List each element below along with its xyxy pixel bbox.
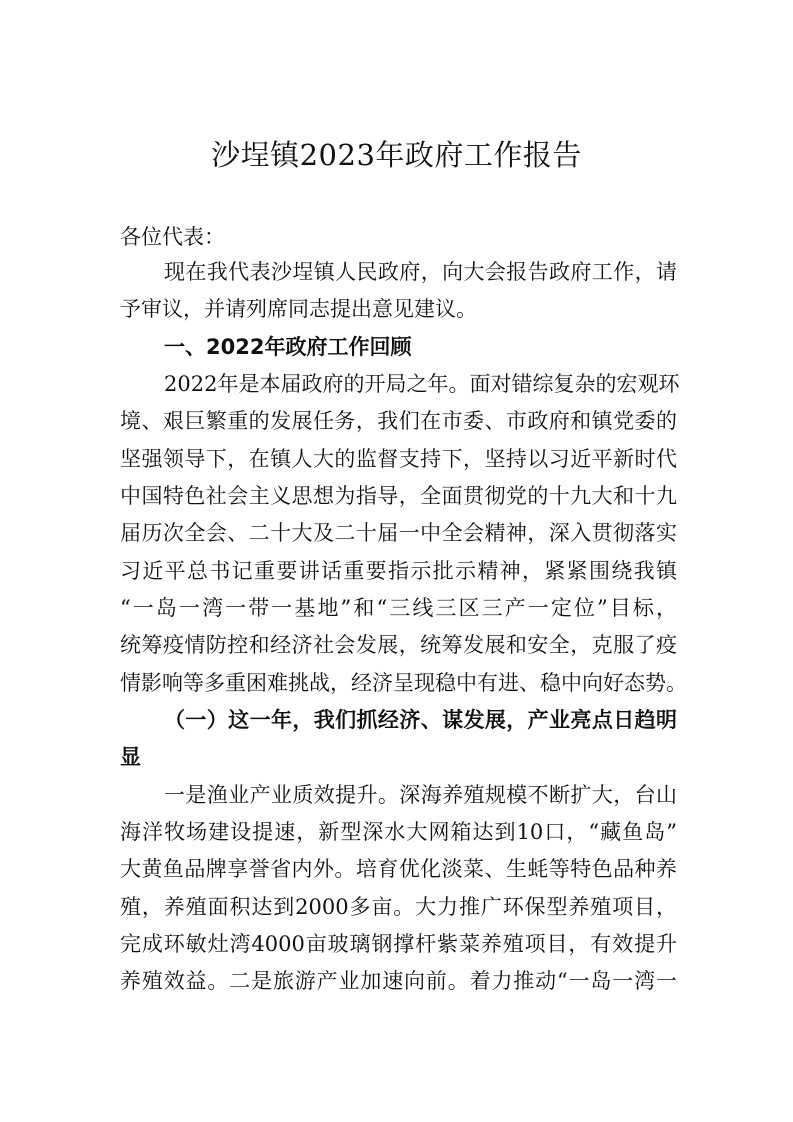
text-line: 2022年是本届政府的开局之年。面对错综复杂的宏观环: [164, 372, 680, 396]
text-line: 中国特色社会主义思想为指导，全面贯彻党的十九大和十九: [120, 484, 677, 508]
text-line: 予审议，并请列席同志提出意见建议。: [120, 297, 477, 321]
text-line: 各位代表：: [120, 225, 225, 249]
text-line: 情影响等多重困难挑战，经济呈现稳中有进、稳中向好态势。: [120, 671, 687, 695]
text-line: 一是渔业产业质效提升。深海养殖规模不断扩大，台山: [164, 783, 677, 807]
text-line: “一岛一湾一带一基地”和“三线三区三产一定位”目标，: [120, 596, 677, 620]
section-heading: 一、2022年政府工作回顾: [164, 335, 412, 359]
text-line: 养殖效益。二是旅游产业加速向前。着力推动“一岛一湾一: [120, 969, 677, 993]
text-line: 届历次全会、二十大及二十届一中全会精神，深入贯彻落实: [120, 521, 677, 545]
text-line: 统筹疫情防控和经济社会发展，统筹发展和安全，克服了疫: [120, 633, 677, 657]
text-line: 境、艰巨繁重的发展任务，我们在市委、市政府和镇党委的: [120, 409, 677, 433]
document-title: 沙埕镇2023年政府工作报告: [211, 138, 582, 172]
text-line: 殖，养殖面积达到2000多亩。大力推广环保型养殖项目，: [120, 895, 677, 919]
text-line: 大黄鱼品牌享誉省内外。培育优化淡菜、生蚝等特色品种养: [120, 857, 677, 881]
subsection-heading: （一）这一年，我们抓经济、谋发展，产业亮点日趋明: [164, 707, 677, 732]
text-line: 现在我代表沙埕镇人民政府，向大会报告政府工作，请: [164, 260, 677, 284]
subsection-heading: 显: [120, 744, 141, 769]
text-line: 习近平总书记重要讲话重要指示批示精神，紧紧围绕我镇: [120, 559, 677, 583]
text-line: 海洋牧场建设提速，新型深水大网箱达到10口，“藏鱼岛”: [120, 820, 677, 844]
text-line: 完成环敏灶湾4000亩玻璃钢撑杆紫菜养殖项目，有效提升: [120, 932, 677, 956]
text-line: 坚强领导下，在镇人大的监督支持下，坚持以习近平新时代: [120, 447, 677, 471]
